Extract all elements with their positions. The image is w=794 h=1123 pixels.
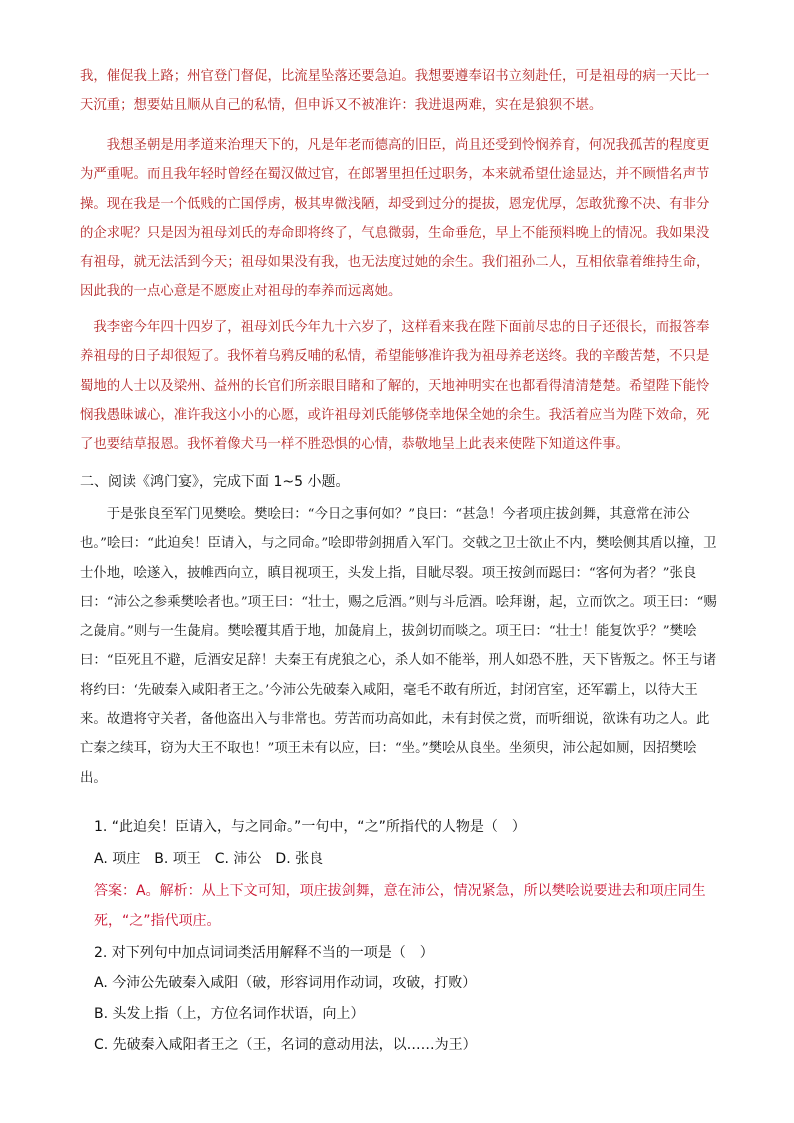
question-2-option-c: C. 先破秦入咸阳者王之（王，名词的意动用法，以……为王） xyxy=(94,1037,477,1053)
question-2-stem: 2. 对下列句中加点词词类活用解释不当的一项是（ ） xyxy=(94,945,434,961)
translation-paragraph-2: 我想圣朝是用孝道来治理天下的，凡是年老而德高的旧臣，尚且还受到怜悯养育，何况我孤苦的程度更为严重呢。而且我年轻时曾经在蜀汉做过官，在郎署里担任过职务，本来就希望仕途显达，并不顾惜名声节操。现在我是一个低贱的亡国俘虏，极其卑微浅陋，却受到过分的提拔，恩宠优厚，怎敢犹豫不决、有非分的企求呢？只是因为祖母刘氏的寿命即将终了，气息微弱，生命垂危，早上不能预料晚上的情况。我如果没有祖母，就无法活到今天；祖母如果没有我，也无法度过她的余生。我们祖孙二人，互相依靠着维持生命，因此我的一点心意是不愿废止对祖母的奉养而远离她。 xyxy=(80,138,710,300)
question-1-answer: 答案：A。解析：从上下文可知，项庄拔剑舞，意在沛公，情况紧急，所以樊哙说要进去和项庄同生死，“之”指代项庄。 xyxy=(94,883,706,929)
translation-paragraph-3: 我李密今年四十四岁了，祖母刘氏今年九十六岁了，这样看来我在陛下面前尽忠的日子还很长，而报答奉养祖母的日子却很短了。我怀着乌鸦反哺的私情，希望能够准许我为祖母养老送终。我的辛酸苦楚，不只是蜀地的人士以及梁州、益州的长官们所亲眼目睹和了解的，天地神明实在也都看得清清楚楚。希望陛下能怜悯我愚昧诚心，准许我这小小的心愿，或许祖母刘氏能够侥幸地保全她的余生。我活着应当为陛下效命，死了也要结草报恩。我怀着像犬马一样不胜恐惧的心情，恭敬地呈上此表来使陛下知道这件事。 xyxy=(80,320,710,453)
question-2-option-a: A. 今沛公先破秦入咸阳（破，形容词用作动词，攻破，打败） xyxy=(94,975,477,991)
question-1-options: A. 项庄 B. 项王 C. 沛公 D. 张良 xyxy=(94,851,324,867)
translation-paragraph-1: 我，催促我上路；州官登门督促，比流星坠落还要急迫。我想要遵奉诏书立刻赴任，可是祖母的病一天比一天沉重；想要姑且顺从自己的私情，但申诉又不被准许：我进退两难，实在是狼狈不堪。 xyxy=(80,69,710,114)
question-2-option-b: B. 头发上指（上，方位名词作状语，向上） xyxy=(94,1006,365,1022)
question-1-stem: 1. “此迫矣！臣请入，与之同命。”一句中，“之”所指代的人物是（ ） xyxy=(94,819,526,835)
section-heading: 二、阅读《鸿门宴》，完成下面 1~5 小题。 xyxy=(80,474,350,490)
passage-text: 于是张良至军门见樊哙。樊哙曰：“今日之事何如？”良曰：“甚急！今者项庄拔剑舞，其意常在沛公也。”哙曰：“此迫矣！臣请入，与之同命。”哙即带剑拥盾入军门。交戟之卫士欲止不内，樊哙侧其盾以撞，卫士仆地，哙遂入，披帷西向立，瞋目视项王，头发上指，目眦尽裂。项王按剑而跽曰：“客何为者？”张良曰：“沛公之参乘樊哙者也。”项王曰：“壮士，赐之卮酒。”则与斗卮酒。哙拜谢，起，立而饮之。项王曰：“赐之彘肩。”则与一生彘肩。樊哙覆其盾于地，加彘肩上，拔剑切而啖之。项王曰：“壮士！能复饮乎？”樊哙曰：“臣死且不避，卮酒安足辞！夫秦王有虎狼之心，杀人如不能举，刑人如恐不胜，天下皆叛之。怀王与诸将约曰：‘先破秦入咸阳者王之。’今沛公先破秦入咸阳，毫毛不敢有所近，封闭宫室，还军霸上，以待大王来。故遣将守关者，备他盗出入与非常也。劳苦而功高如此，未有封侯之赏，而听细说，欲诛有功之人。此亡秦之续耳，窃为大王不取也！”项王未有以应，曰：“坐。”樊哙从良坐。坐须臾，沛公起如厕，因招樊哙出。 xyxy=(80,507,717,786)
